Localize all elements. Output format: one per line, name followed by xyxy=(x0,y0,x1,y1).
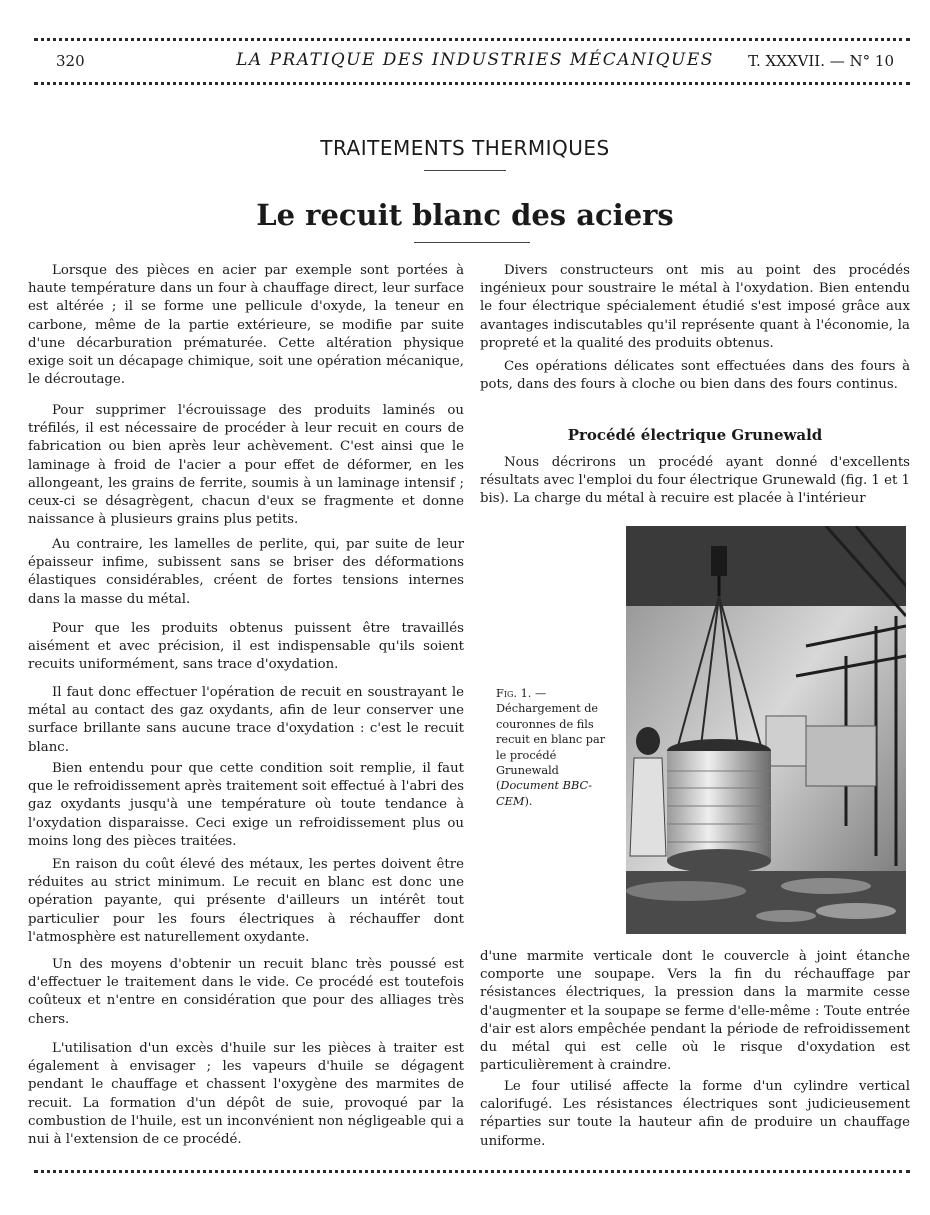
caption-end: ). xyxy=(524,794,533,808)
article-title: Le recuit blanc des aciers xyxy=(256,198,674,232)
paragraph: Le four utilisé affecte la forme d'un cylindre vertical calorifugé. Les résistances électriques sont judicieusement réparties sur toute la hauteur afin de produire un chauffage uniforme. xyxy=(480,1079,910,1149)
issue-number: T. XXXVII. — N° 10 xyxy=(748,52,894,70)
paragraph: Un des moyens d'obtenir un recuit blanc très poussé est d'effectuer le traitement dans le vide. Ce procédé est toutefois coûteux et n'entre en considération que pour des alliages très chers. xyxy=(28,957,464,1027)
paragraph: Divers constructeurs ont mis au point des procédés ingénieux pour soustraire le métal à l'oxydation. Bien entendu le four électrique spécialement étudié s'est imposé grâce aux avantages indiscutables qu'il représente quant à l'économie, la propreté et la qualité des produits obtenus. xyxy=(480,263,910,351)
figure-label: Fig. 1. xyxy=(496,687,532,700)
caption-credit: Document BBC-CEM xyxy=(496,779,592,808)
paragraph: Pour que les produits obtenus puissent être travaillés aisément et avec précision, il est indispensable qu'ils soient recuits uniformément, sans trace d'oxydation. xyxy=(28,621,464,673)
caption-text: — Déchargement de couronnes de fils recuit en blanc par le procédé Grunewald ( xyxy=(496,687,606,793)
paragraph: Au contraire, les lamelles de perlite, qui, par suite de leur épaisseur infime, subissent sans se briser des déformations élastiques considérables, créent de fortes tensions internes dans la masse du métal. xyxy=(28,537,464,607)
paragraph: Ces opérations délicates sont effectuées dans des fours à pots, dans des fours à cloche ou bien dans des fours continus. xyxy=(480,359,910,393)
section-title: TRAITEMENTS THERMIQUES xyxy=(320,136,610,160)
header-dotted-rule xyxy=(34,82,910,85)
subheading: Procédé électrique Grunewald xyxy=(567,426,823,444)
paragraph: Bien entendu pour que cette condition soit remplie, il faut que le refroidissement après traitement soit effectué à l'abri des gaz oxydants jusqu'à une température où toute tendance à l'oxydation disparaisse. Ceci exige un refroidissement plus ou moins long des pièces traitées. xyxy=(28,761,464,849)
paragraph: En raison du coût élevé des métaux, les pertes doivent être réduites au strict minimum. Le recuit en blanc est donc une opération payante, qui présente d'ailleurs un intérêt tout particulier pour les fours électriques à réchauffer dont l'atmosphère est naturellement oxydante. xyxy=(28,857,464,945)
paragraph: Il faut donc effectuer l'opération de recuit en soustrayant le métal au contact des gaz oxydants, afin de leur conserver une surface brillante sans aucune trace d'oxydation : c'est le recuit blanc. xyxy=(28,685,464,755)
top-dotted-rule xyxy=(34,38,910,41)
section-rule xyxy=(424,170,506,171)
paragraph: Nous décrirons un procédé ayant donné d'excellents résultats avec l'emploi du four électrique Grunewald (fig. 1 et 1 bis). La charge du métal à recuire est placée à l'intérieur xyxy=(480,455,910,507)
figure-caption xyxy=(496,686,614,809)
title-rule xyxy=(414,242,530,243)
paragraph: Pour supprimer l'écrouissage des produits laminés ou tréfilés, il est nécessaire de procéder à leur recuit en cours de fabrication ou bien après leur achèvement. C'est ainsi que le laminage à froid de l'acier a pour effet de déformer, en les allongeant, les grains de ferrite, soumis à un laminage intensif ; ceux-ci se désagrègent, chacun d'eux se fragmente et donne naissance à plusieurs grains plus petits. xyxy=(28,403,464,528)
annealing-photograph xyxy=(626,526,906,934)
journal-title: LA PRATIQUE DES INDUSTRIES MÉCANIQUES xyxy=(236,50,714,70)
running-head xyxy=(50,50,900,74)
paragraph: L'utilisation d'un excès d'huile sur les pièces à traiter est également à envisager ; les vapeurs d'huile se dégagent pendant le chauffage et chassent l'oxygène des marmites de recuit. La formation d'un dépôt de suie, provoqué par la combustion de l'huile, est un inconvénient non négligeable qui a nui à l'extension de ce procédé. xyxy=(28,1041,464,1148)
bottom-dotted-rule xyxy=(34,1170,910,1173)
paragraph: d'une marmite verticale dont le couvercle à joint étanche comporte une soupape. Vers la fin du réchauffage par résistances électriques, la pression dans la marmite cesse d'augmenter et la soupape se ferme d'elle-même : Toute entrée d'air est alors empêchée pendant la période de refroidissement du métal qui est celle où le risque d'oxydation est particulièrement à craindre. xyxy=(480,949,910,1074)
page-number: 320 xyxy=(56,52,85,70)
paragraph: Lorsque des pièces en acier par exemple sont portées à haute température dans un four à chauffage direct, leur surface est altérée ; il se forme une pellicule d'oxyde, la teneur en carbone, même de la partie extérieure, se modifie par suite d'une décarburation prématurée. Cette altération physique exige soit un décapage chimique, soit une opération mécanique, le décroutage. xyxy=(28,263,464,388)
